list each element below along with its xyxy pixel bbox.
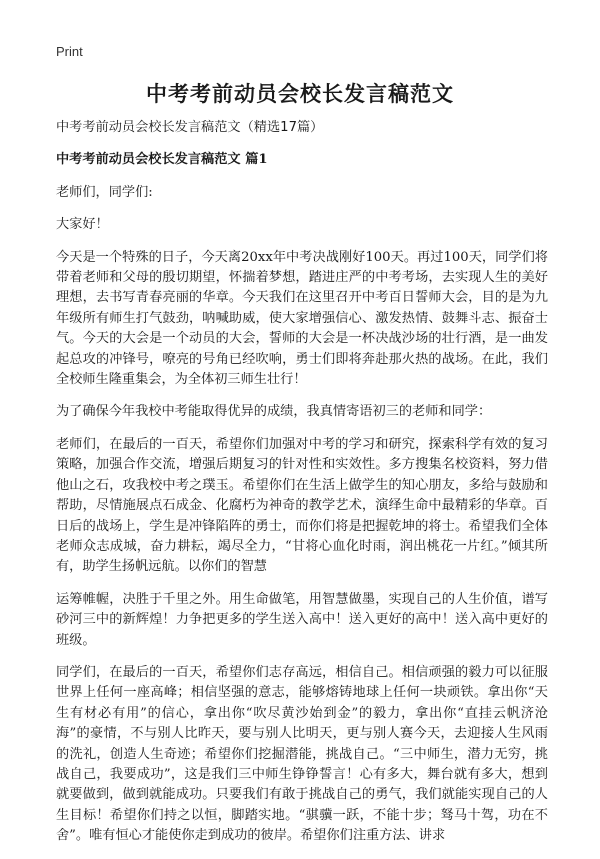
document-subtitle: 中考考前动员会校长发言稿范文（精选17篇） <box>56 120 324 135</box>
paragraph-teachers: 老师们，在最后的一百天，希望你们加强对中考的学习和研究，探索科学有效的复习策略，加强合作交流，增强后期复习的针对性和实效性。多方搜集名校资料，努力借他山之石，攻我校中考之璞玉。希望你们在生活上做学生的知心朋友，多给与鼓励和帮助，尽情施展点石成金、化腐朽为神奇的教学艺术，演绎生命中最精彩的华章。百日后的战场上，学生是冲锋陷阵的勇士，而你们将是把握乾坤的将士。希望我们全体老师众志成城，奋力耕耘，竭尽全力，“甘将心血化时雨，润出桃花一片红。”倾其所有，助学生扬帆远航。以你们的智慧 <box>56 436 548 575</box>
paragraph-teachers-continued: 运筹帷幄，决胜于千里之外。用生命做笔，用智慧做墨，实现自己的人生价值，谱写砂河三中的新辉煌！力争把更多的学生送入高中！送入更好的高中！送入高中更好的班级。 <box>56 591 548 648</box>
article-heading: 中考考前动员会校长发言稿范文 篇1 <box>56 152 268 168</box>
greeting: 大家好！ <box>56 217 109 233</box>
salutation: 老师们，同学们: <box>56 184 153 200</box>
document-body <box>56 118 548 859</box>
print-label: Print <box>56 44 83 59</box>
paragraph-intro: 今天是一个特殊的日子，今天离20xx年中考决战刚好100天。再过100天，同学们将带着老师和父母的殷切期望，怀揣着梦想，踏进庄严的中考考场，去实现人生的美好理想，去书写青春亮丽的华章。今天我们在这里召开中考百日誓师大会，目的是为九年级所有师生打气鼓劲，呐喊助威，使大家增强信心、激发热情、鼓舞斗志、振奋士气。今天的大会是一个动员的大会，誓师的大会是一杯决战沙场的壮行酒，是一曲发起总攻的冲锋号，嘹亮的号角已经吹响，勇士们即将奔赴那火热的战场。在此，我们全校师生隆重集会，为全体初三师生壮行！ <box>56 249 548 388</box>
paragraph-transition: 为了确保今年我校中考能取得优异的成绩，我真情寄语初三的老师和同学： <box>56 404 492 420</box>
document-title: 中考考前动员会校长发言稿范文 <box>146 82 454 106</box>
paragraph-students: 同学们，在最后的一百天，希望你们志存高远，相信自己。相信顽强的毅力可以征服世界上任何一座高峰；相信坚强的意志，能够熔铸地球上任何一块顽铁。拿出你“天生有材必有用”的信心，拿出你“吹尽黄沙始到金”的毅力，拿出你“直挂云帆济沧海”的豪情，不与别人比昨天，要与别人比明天，更与别人赛今天，去迎接人生风雨的洗礼，创造人生奇迹；希望你们挖掘潜能，挑战自己。“三中师生，潜力无穷，挑战自己，我要成功”，这是我们三中师生铮铮誓言！心有多大，舞台就有多大，想到就要做到，做到就能成功。只要我们有敢于挑战自己的勇气，我们就能实现自己的人生目标！希望你们持之以恒，脚踏实地。“骐骥一跃，不能十步；驽马十驾，功在不舍”。唯有恒心才能使你走到成功的彼岸。希望你们注重方法、讲求 <box>56 664 548 844</box>
